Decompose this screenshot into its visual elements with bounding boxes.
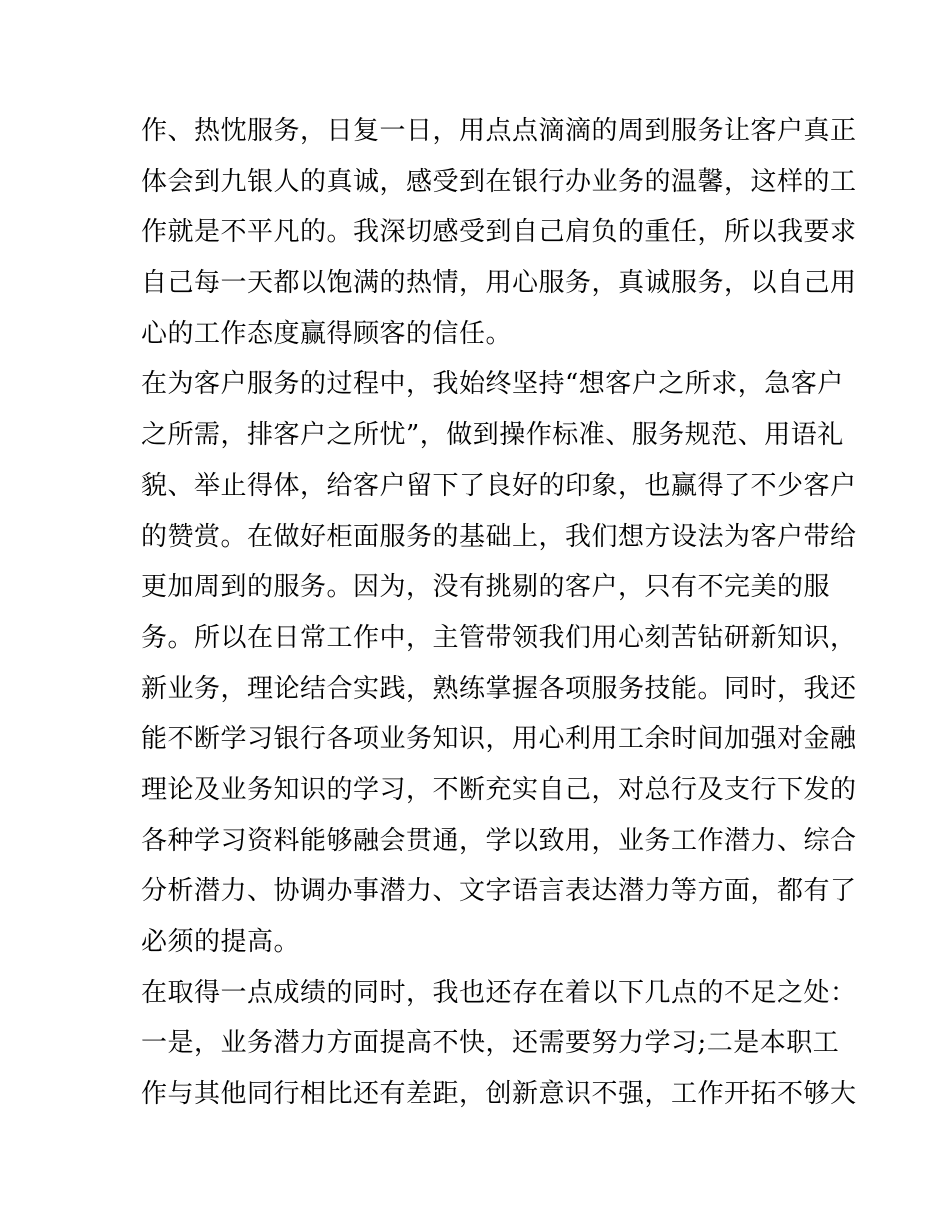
text-line: 理论及业务知识的学习，不断充实自己，对总行及支行下发的 <box>141 774 857 805</box>
text-line: 自己每一天都以饱满的热情，用心服务，真诚服务，以自己用 <box>141 268 857 299</box>
text-line: 各种学习资料能够融会贯通，学以致用，业务工作潜力、综合 <box>141 825 857 856</box>
text-line: 貌、举止得体，给客户留下了良好的印象，也赢得了不少客户 <box>141 470 857 501</box>
text-line: 务。所以在日常工作中，主管带领我们用心刻苦钻研新知识， <box>141 622 857 653</box>
text-line: 在取得一点成绩的同时，我也还存在着以下几点的不足之处： <box>141 977 857 1008</box>
body-text <box>141 106 857 1120</box>
text-line: 一是，业务潜力方面提高不快，还需要努力学习;二是本职工 <box>141 1028 840 1059</box>
text-line: 作与其他同行相比还有差距，创新意识不强，工作开拓不够大 <box>141 1079 857 1110</box>
text-line: 能不断学习银行各项业务知识，用心利用工余时间加强对金融 <box>141 724 857 755</box>
text-line: 新业务，理论结合实践，熟练掌握各项服务技能。同时，我还 <box>141 673 857 704</box>
text-line: 在为客户服务的过程中，我始终坚持“想客户之所求，急客户 <box>141 369 844 400</box>
text-line: 之所需，排客户之所忧”，做到操作标准、服务规范、用语礼 <box>141 420 844 451</box>
text-line: 作就是不平凡的。我深切感受到自己肩负的重任，所以我要求 <box>141 217 857 248</box>
text-line: 分析潜力、协调办事潜力、文字语言表达潜力等方面，都有了 <box>141 876 857 907</box>
text-line: 心的工作态度赢得顾客的信任。 <box>141 318 513 349</box>
text-line: 的赞赏。在做好柜面服务的基础上，我们想方设法为客户带给 <box>141 521 857 552</box>
text-line: 必须的提高。 <box>141 927 301 957</box>
text-line: 更加周到的服务。因为，没有挑剔的客户，只有不完美的服 <box>141 572 831 603</box>
text-line: 作、热忱服务，日复一日，用点点滴滴的周到服务让客户真正 <box>141 116 857 146</box>
text-line: 体会到九银人的真诚，感受到在银行办业务的温馨，这样的工 <box>141 166 857 197</box>
